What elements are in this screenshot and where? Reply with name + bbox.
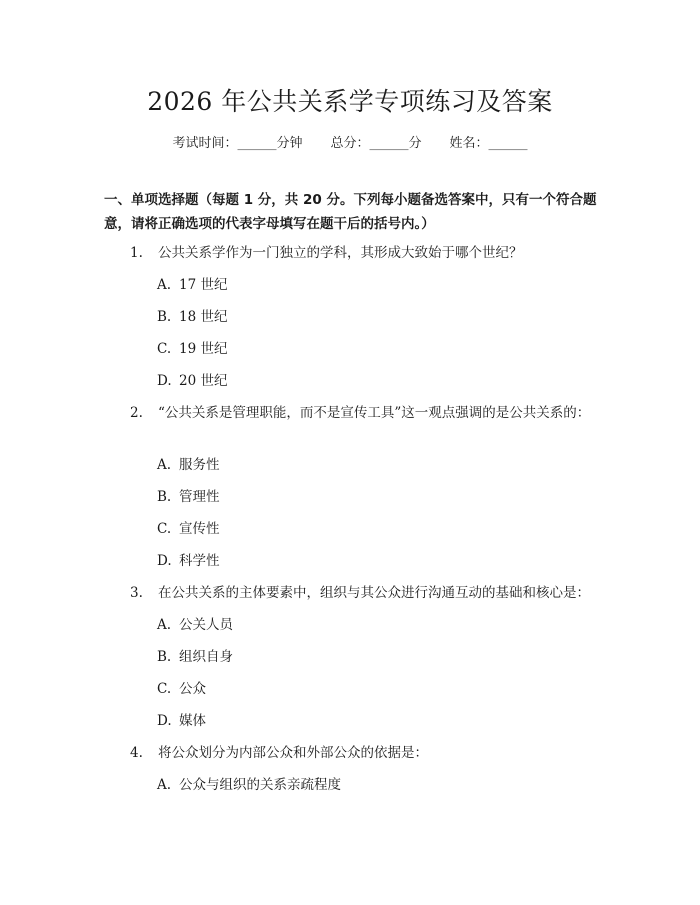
question-stem: 公共关系学作为一门独立的学科，其形成大致始于哪个世纪？ (158, 245, 523, 261)
question-1 (104, 242, 596, 264)
question-2-option-c (157, 519, 220, 539)
question-number: 1. (130, 245, 143, 261)
question-4 (104, 742, 596, 764)
name-field: 姓名：______ (449, 136, 528, 151)
option-letter: D. (157, 553, 172, 569)
option-letter: B. (157, 309, 172, 325)
option-text: 管理性 (179, 489, 220, 505)
page-title: 2026 年公共关系学专项练习及答案 (147, 87, 553, 116)
question-3-option-a (157, 615, 233, 635)
question-2-option-b (157, 487, 220, 507)
question-number: 3. (130, 585, 143, 601)
option-text: 19 世纪 (179, 341, 228, 357)
option-letter: B. (157, 489, 172, 505)
option-text: 公关人员 (179, 617, 233, 633)
option-letter: A. (157, 457, 172, 473)
question-2-option-a (157, 455, 220, 475)
option-text: 宣传性 (179, 521, 220, 537)
question-number: 2. (130, 405, 143, 421)
option-text: 组织自身 (179, 649, 233, 665)
question-stem: “公共关系是管理职能，而不是宣传工具”这一观点强调的是公共关系的： (158, 405, 591, 421)
option-letter: C. (157, 521, 172, 537)
option-text: 公众 (179, 681, 206, 697)
section-heading: 一、单项选择题（每题 1 分，共 20 分。下列每小题备选答案中，只有一个符合题意，请将正确选项的代表字母填写在题干后的括号内。） (104, 192, 597, 232)
option-text: 公众与组织的关系亲疏程度 (179, 777, 341, 793)
question-1-option-a (157, 275, 227, 295)
question-3-option-c (157, 679, 206, 699)
question-stem: 在公共关系的主体要素中，组织与其公众进行沟通互动的基础和核心是： (158, 585, 590, 601)
option-letter: C. (157, 341, 172, 357)
option-text: 17 世纪 (179, 277, 228, 293)
option-letter: A. (157, 617, 172, 633)
question-3 (104, 582, 596, 604)
option-letter: A. (157, 777, 172, 793)
option-text: 科学性 (179, 553, 220, 569)
option-letter: B. (157, 649, 172, 665)
option-letter: D. (157, 373, 172, 389)
question-1-option-d (157, 371, 227, 391)
question-3-option-d (157, 711, 206, 731)
option-text: 18 世纪 (179, 309, 228, 325)
option-text: 20 世纪 (179, 373, 228, 389)
question-2 (104, 402, 596, 424)
question-2-option-d (157, 551, 220, 571)
question-1-option-b (157, 307, 227, 327)
question-1-option-c (157, 339, 227, 359)
option-text: 服务性 (179, 457, 220, 473)
option-letter: D. (157, 713, 172, 729)
question-number: 4. (130, 745, 143, 761)
option-letter: A. (157, 277, 172, 293)
exam-meta (0, 132, 700, 151)
question-stem: 将公众划分为内部公众和外部公众的依据是： (158, 745, 428, 761)
question-3-option-b (157, 647, 233, 667)
total-score-field: 总分：______分 (330, 136, 422, 151)
question-4-option-a (157, 775, 341, 795)
exam-time-field: 考试时间：______分钟 (172, 136, 303, 151)
option-text: 媒体 (179, 713, 206, 729)
option-letter: C. (157, 681, 172, 697)
